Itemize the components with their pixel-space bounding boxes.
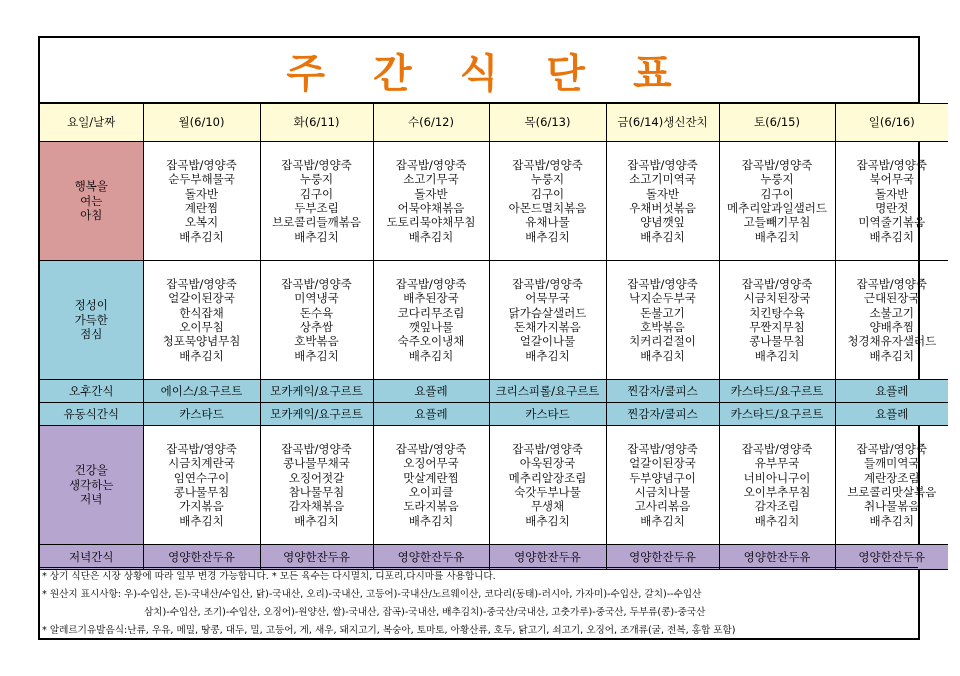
menu-item: 누룽지 — [299, 172, 334, 187]
liquid_snack-day-cell: 요플레 — [835, 403, 948, 426]
menu-item: 브로콜리맛살볶음 — [847, 485, 937, 499]
lunch-day-cell — [835, 261, 948, 380]
menu-item: 돈수육 — [299, 305, 334, 320]
dinner-day-cell — [489, 426, 606, 545]
menu-item: 취나물볶음 — [863, 499, 920, 514]
menu-item: 잡곡밥/영양죽 — [166, 276, 237, 291]
menu-item: 돌자반 — [414, 186, 448, 201]
liquid_snack-day-cell: 카스타드 — [489, 403, 606, 426]
menu-item: 아몬드멸치볶음 — [508, 201, 587, 215]
evening_snack-day-cell: 영양한잔두유 — [373, 545, 489, 570]
menu-item: 소고기미역국 — [629, 172, 696, 187]
liquid_snack-day-cell: 모카케익/요구르트 — [260, 403, 373, 426]
dinner-label-line: 건강을 — [74, 463, 108, 478]
menu-item: 잡곡밥/영양죽 — [166, 441, 237, 456]
breakfast-label-line: 행복을 — [74, 179, 108, 194]
menu-item: 오징어무국 — [403, 456, 459, 471]
menu-item: 시금치된장국 — [743, 291, 811, 306]
menu-item: 상추쌈 — [299, 320, 334, 334]
evening_snack-day-cell: 영양한잔두유 — [606, 545, 719, 570]
afternoon_snack-day-cell: 에이스/요구르트 — [143, 380, 260, 403]
menu-item: 숙주오이냉채 — [397, 334, 465, 349]
menu-item: 참나물무침 — [288, 485, 345, 499]
menu-item: 돌자반 — [184, 186, 219, 201]
liquid-snack-row — [40, 403, 948, 426]
menu-item: 배추김치 — [754, 513, 800, 528]
menu-item: 잡곡밥/영양죽 — [627, 441, 698, 456]
evening_snack-day-cell: 영양한잔두유 — [489, 545, 606, 570]
menu-item: 누룽지 — [760, 172, 794, 187]
menu-item: 돌자반 — [875, 186, 909, 201]
evening_snack-day-cell: 영양한잔두유 — [260, 545, 373, 570]
header-day: 일(6/16) — [835, 104, 948, 142]
lunch-row — [40, 261, 948, 380]
menu-item: 코다리무조림 — [397, 305, 465, 320]
menu-item: 잡곡밥/영양죽 — [512, 157, 583, 172]
menu-item: 낙지순두부국 — [629, 291, 696, 306]
menu-item: 배추김치 — [294, 229, 339, 244]
breakfast-label-line: 아침 — [80, 208, 103, 223]
menu-item: 두부양념구이 — [629, 470, 696, 485]
menu-item: 잡곡밥/영양죽 — [512, 276, 583, 291]
menu-item: 배추김치 — [869, 513, 914, 528]
afternoon_snack-label: 오후간식 — [40, 380, 143, 403]
menu-item: 양배추찜 — [869, 320, 914, 334]
afternoon_snack-day-cell: 크리스피롤/요구르트 — [489, 380, 606, 403]
menu-item: 숙갓두부나물 — [514, 485, 581, 499]
dinner-label-line: 저녁 — [80, 492, 103, 507]
menu-item: 무생채 — [530, 499, 565, 514]
menu-item: 잡곡밥/영양죽 — [741, 276, 813, 291]
lunch-label — [40, 261, 143, 380]
menu-item: 잡곡밥/영양죽 — [856, 276, 928, 291]
menu-item: 가지볶음 — [179, 499, 224, 514]
menu-item: 잡곡밥/영양죽 — [395, 441, 467, 456]
menu-item: 유부무국 — [754, 456, 800, 471]
menu-item: 배추김치 — [179, 229, 224, 244]
header-corner: 요일/날짜 — [40, 104, 143, 142]
menu-item: 오복지 — [184, 215, 219, 230]
menu-item: 배추김치 — [869, 348, 914, 363]
menu-item: 김구이 — [530, 186, 565, 201]
dinner-day-cell — [260, 426, 373, 545]
dinner-day-cell — [835, 426, 948, 545]
lunch-day-cell — [260, 261, 373, 380]
breakfast-day-cell — [606, 142, 719, 261]
menu-item: 고사리볶음 — [634, 499, 691, 514]
menu-item: 잡곡밥/영양죽 — [395, 157, 467, 172]
menu-item: 배추김치 — [408, 348, 454, 363]
lunch-day-cell — [143, 261, 260, 380]
menu-item: 브로콜리들깨볶음 — [272, 215, 361, 230]
menu-item: 너비아니구이 — [743, 470, 811, 485]
menu-item: 소고기무국 — [403, 172, 459, 187]
liquid_snack-label: 유동식간식 — [40, 403, 143, 426]
menu-item: 잡곡밥/영양죽 — [166, 157, 237, 172]
menu-item: 잡곡밥/영양죽 — [512, 441, 583, 456]
menu-item: 배추김치 — [525, 348, 570, 363]
menu-item: 얼갈이나물 — [519, 334, 576, 349]
weekly-menu-table — [40, 103, 948, 570]
menu-item: 잡곡밥/영양죽 — [741, 441, 813, 456]
menu-item: 두부조림 — [294, 201, 339, 215]
breakfast-label — [40, 142, 143, 261]
menu-item: 얼갈이된장국 — [629, 456, 696, 471]
menu-item: 청포묵양념무침 — [162, 334, 241, 349]
page-title-banner — [40, 38, 918, 103]
menu-item: 오이무침 — [179, 320, 224, 334]
afternoon_snack-day-cell: 카스타드/요구르트 — [719, 380, 835, 403]
menu-item: 배추김치 — [408, 513, 454, 528]
menu-item: 얼갈이된장국 — [168, 291, 235, 306]
menu-item: 잡곡밥/영양죽 — [856, 157, 928, 172]
menu-item: 오이피클 — [408, 485, 454, 499]
menu-item: 청경채유자샐러드 — [847, 334, 937, 349]
menu-item: 배추김치 — [754, 229, 800, 244]
menu-item: 배추김치 — [179, 513, 224, 528]
menu-item: 소불고기 — [869, 305, 914, 320]
menu-item: 들깨미역국 — [863, 456, 920, 471]
dinner-day-cell — [143, 426, 260, 545]
menu-item: 콩나물무침 — [749, 334, 805, 349]
menu-item: 유채나물 — [525, 215, 570, 230]
breakfast-row — [40, 142, 948, 261]
menu-item: 오징어젓갈 — [288, 470, 345, 485]
dinner-row — [40, 426, 948, 545]
evening_snack-day-cell: 영양한잔두유 — [143, 545, 260, 570]
menu-item: 잡곡밥/영양죽 — [627, 276, 698, 291]
menu-item: 감자채볶음 — [288, 499, 345, 514]
dinner-day-cell — [606, 426, 719, 545]
lunch-day-cell — [373, 261, 489, 380]
menu-item: 고들빼기무침 — [743, 215, 811, 230]
afternoon-snack-row — [40, 380, 948, 403]
menu-item: 깻잎나물 — [408, 320, 454, 334]
menu-item: 호박볶음 — [640, 320, 685, 334]
menu-item: 치커리겉절이 — [629, 334, 696, 349]
menu-item: 배추김치 — [525, 513, 570, 528]
note-line: * 원산지 표시사항: 우)-수입산, 돈)-국내산/수입산, 닭)-국내산, 오리)-국내산, 고등어)-국내산/노르웨이산, 코다리(동태)-러시아, 가자미)-수입산, 갈치)--수입산 — [42, 589, 702, 600]
breakfast-day-cell — [835, 142, 948, 261]
breakfast-label-line: 여는 — [80, 193, 103, 208]
menu-item: 어묵야채볶음 — [397, 201, 465, 215]
menu-item: 배추김치 — [640, 348, 685, 363]
menu-item: 무짠지무침 — [749, 320, 805, 334]
menu-item: 메추리알장조림 — [508, 470, 587, 485]
afternoon_snack-day-cell: 요플레 — [373, 380, 489, 403]
header-day: 금(6/14)생신잔치 — [606, 104, 719, 142]
menu-item: 어묵무국 — [525, 291, 570, 306]
menu-item: 배추된장국 — [403, 291, 459, 306]
menu-item: 메추리알과일샐러드 — [727, 201, 827, 215]
menu-item: 잡곡밥/영양죽 — [856, 441, 928, 456]
menu-item: 배추김치 — [408, 229, 454, 244]
lunch-day-cell — [489, 261, 606, 380]
menu-item: 잡곡밥/영양죽 — [395, 276, 467, 291]
breakfast-day-cell — [143, 142, 260, 261]
menu-item: 미역줄기볶음 — [858, 215, 926, 230]
page-title: 주간식단표 — [286, 50, 720, 97]
menu-item: 호박볶음 — [294, 334, 339, 349]
note-line: 삼치)-수입산, 조기)-수입산, 오징어)-원양산, 쌀)-국내산, 잡곡)-국내산, 배추김치)-중국산/국내산, 고춧가루)-중국산, 두부류(콩)-중국산 — [144, 607, 706, 618]
menu-item: 아욱된장국 — [519, 456, 576, 471]
liquid_snack-day-cell: 카스타드 — [143, 403, 260, 426]
dinner-day-cell — [373, 426, 489, 545]
dinner-day-cell — [719, 426, 835, 545]
menu-item: 잡곡밥/영양죽 — [281, 276, 352, 291]
menu-item: 시금치나물 — [634, 485, 691, 499]
menu-item: 배추김치 — [640, 513, 685, 528]
dinner-label-line: 생각하는 — [69, 477, 114, 492]
menu-item: 감자조림 — [754, 499, 800, 514]
menu-item: 도라지볶음 — [403, 499, 459, 514]
menu-item: 돈불고기 — [640, 305, 685, 320]
afternoon_snack-day-cell: 모카케익/요구르트 — [260, 380, 373, 403]
menu-item: 콩나물무채국 — [283, 456, 350, 471]
menu-item: 잡곡밥/영양죽 — [741, 157, 813, 172]
menu-item: 배추김치 — [294, 348, 339, 363]
menu-item: 순두부해물국 — [168, 172, 235, 187]
menu-sheet — [38, 36, 937, 640]
breakfast-day-cell — [260, 142, 373, 261]
header-day: 수(6/12) — [373, 104, 489, 142]
menu-item: 배추김치 — [525, 229, 570, 244]
menu-item: 명란젓 — [875, 201, 909, 215]
lunch-label-line: 가득한 — [74, 312, 108, 327]
header-row — [40, 104, 948, 142]
evening_snack-label: 저녁간식 — [40, 545, 143, 570]
menu-item: 김구이 — [299, 186, 334, 201]
menu-item: 배추김치 — [640, 229, 685, 244]
menu-item: 잡곡밥/영양죽 — [627, 157, 698, 172]
menu-item: 도토리묵야채무침 — [386, 215, 476, 230]
menu-item: 양념깻잎 — [640, 215, 685, 230]
menu-item: 돌자반 — [645, 186, 680, 201]
menu-item: 배추김치 — [294, 513, 339, 528]
menu-item: 우채버섯볶음 — [629, 201, 696, 215]
menu-item: 콩나물무침 — [173, 485, 230, 499]
menu-item: 임연수구이 — [173, 470, 230, 485]
menu-item: 잡곡밥/영양죽 — [281, 157, 352, 172]
menu-item: 오이부추무침 — [743, 485, 811, 499]
menu-item: 잡곡밥/영양죽 — [281, 441, 352, 456]
afternoon_snack-day-cell: 요플레 — [835, 380, 948, 403]
note-line: * 상기 식단은 시장 상황에 따라 일부 변경 가능합니다. * 모든 육수는 다시멸치, 디포리,다시마를 사용합니다. — [42, 571, 496, 582]
breakfast-day-cell — [719, 142, 835, 261]
menu-item: 미역냉국 — [294, 291, 339, 306]
header-day: 목(6/13) — [489, 104, 606, 142]
liquid_snack-day-cell: 요플레 — [373, 403, 489, 426]
lunch-label-line: 점심 — [80, 327, 103, 342]
lunch-day-cell — [606, 261, 719, 380]
menu-item: 김구이 — [760, 186, 794, 201]
evening_snack-day-cell: 영양한잔두유 — [719, 545, 835, 570]
menu-item: 닭가슴살샐러드 — [508, 305, 587, 320]
menu-item: 근대된장국 — [863, 291, 920, 306]
liquid_snack-day-cell: 카스타드/요구르트 — [719, 403, 835, 426]
header-day: 화(6/11) — [260, 104, 373, 142]
header-day: 월(6/10) — [143, 104, 260, 142]
menu-item: 계란찜 — [184, 201, 219, 215]
menu-item: 계란장조림 — [863, 470, 920, 485]
notes-section — [40, 567, 918, 640]
afternoon_snack-day-cell: 찐감자/쿨피스 — [606, 380, 719, 403]
dinner-label — [40, 426, 143, 545]
header-day: 토(6/15) — [719, 104, 835, 142]
breakfast-day-cell — [489, 142, 606, 261]
menu-item: 맛살계란찜 — [403, 470, 459, 485]
breakfast-day-cell — [373, 142, 489, 261]
evening-snack-row — [40, 545, 948, 570]
menu-item: 한식잡채 — [179, 305, 224, 320]
menu-item: 돈채가지볶음 — [514, 320, 581, 334]
menu-item: 치킨탕수육 — [749, 305, 805, 320]
menu-item: 누룽지 — [530, 172, 565, 187]
menu-item: 배추김치 — [179, 348, 224, 363]
menu-item: 북어무국 — [869, 172, 914, 187]
lunch-day-cell — [719, 261, 835, 380]
note-line: * 알레르기유발음식:난류, 우유, 메밀, 땅콩, 대두, 밀, 고등어, 게, 새우, 돼지고기, 복숭아, 토마토, 아황산류, 호두, 닭고기, 쇠고기, 오징어, 조개류(굴, 전복, 홍합 포함) — [42, 625, 736, 636]
liquid_snack-day-cell: 찐감자/쿨피스 — [606, 403, 719, 426]
evening_snack-day-cell: 영양한잔두유 — [835, 545, 948, 570]
lunch-label-line: 정성이 — [74, 298, 108, 313]
menu-item: 배추김치 — [869, 229, 914, 244]
menu-item: 시금치계란국 — [168, 456, 235, 471]
menu-item: 배추김치 — [754, 348, 800, 363]
